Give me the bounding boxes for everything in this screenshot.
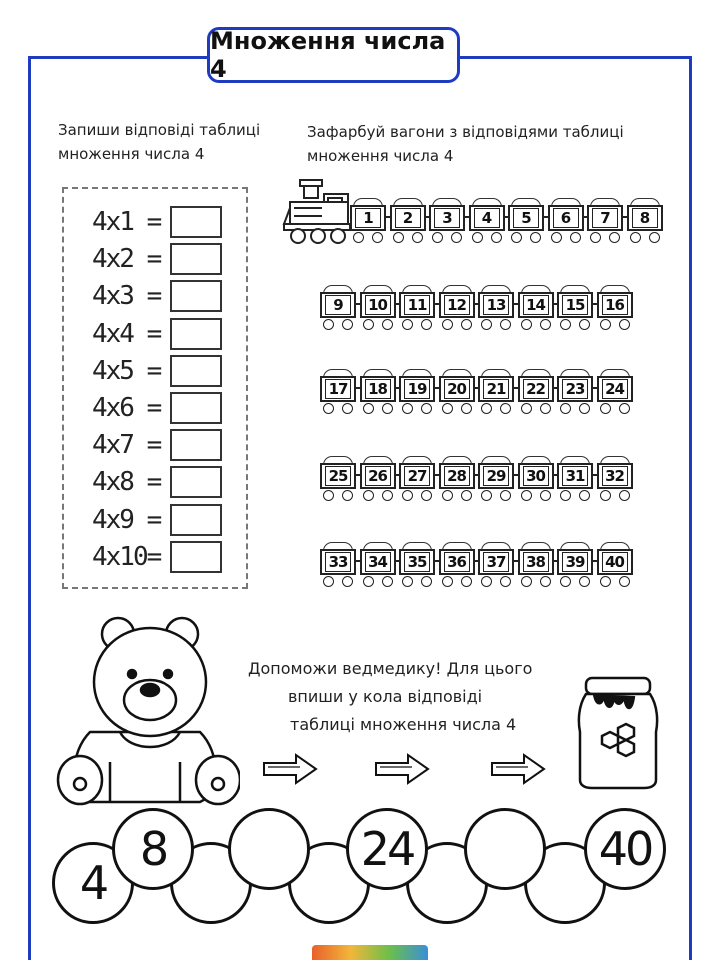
wagon-body	[399, 376, 435, 402]
equation-text: 4x2 =	[92, 244, 161, 275]
wagon[interactable]	[439, 456, 475, 502]
instruction-left-line1: Запиши відповіді таблиці	[58, 121, 261, 139]
material-logo	[312, 945, 428, 960]
wagon-number: 35	[404, 552, 430, 572]
wagon-number: 1	[355, 208, 381, 228]
wagon[interactable]	[557, 456, 593, 502]
wheel-icon	[342, 576, 353, 587]
wagon-number: 7	[592, 208, 618, 228]
wagon-number: 13	[483, 295, 509, 315]
wagon-body	[478, 292, 514, 318]
equation-row	[92, 242, 222, 276]
equation-text: 4x4 =	[92, 318, 161, 349]
wheel-icon	[421, 403, 432, 414]
wheel-icon	[649, 232, 660, 243]
wheel-icon	[421, 490, 432, 501]
wagon[interactable]	[320, 369, 356, 415]
wagon[interactable]	[587, 198, 623, 244]
wagon-coupler	[395, 474, 399, 476]
wheel-icon	[323, 490, 334, 501]
wheel-icon	[579, 403, 590, 414]
wheel-icon	[342, 403, 353, 414]
wagon[interactable]	[360, 369, 396, 415]
wheel-icon	[432, 232, 443, 243]
wagon[interactable]	[320, 542, 356, 588]
wagon-number: 38	[523, 552, 549, 572]
wagon-body	[350, 205, 386, 231]
wheel-icon	[619, 319, 630, 330]
page-title: Множення числа 4	[207, 27, 460, 83]
wheel-icon	[540, 490, 551, 501]
wagon-number: 26	[365, 466, 391, 486]
answer-box[interactable]	[170, 541, 222, 573]
wheel-icon	[560, 576, 571, 587]
wagon-body	[508, 205, 544, 231]
wheel-icon	[600, 490, 611, 501]
wagon[interactable]	[390, 198, 426, 244]
wagon[interactable]	[597, 456, 633, 502]
wagon[interactable]	[320, 456, 356, 502]
wagon[interactable]	[360, 542, 396, 588]
equation-text: 4x7 =	[92, 430, 161, 461]
wagon[interactable]	[627, 198, 663, 244]
wheel-icon	[402, 403, 413, 414]
wagon-number: 40	[602, 552, 628, 572]
wheel-icon	[402, 490, 413, 501]
bear-icon	[50, 612, 240, 812]
wagon-number: 19	[404, 379, 430, 399]
wagon[interactable]	[508, 198, 544, 244]
wagon-coupler	[514, 303, 518, 305]
wheel-icon	[461, 319, 472, 330]
wagon-body	[399, 463, 435, 489]
equation-row	[92, 503, 222, 537]
wagon[interactable]	[320, 285, 356, 331]
answer-box[interactable]	[170, 318, 222, 350]
wagon-body	[439, 549, 475, 575]
wagon-coupler	[465, 216, 469, 218]
equation-text: 4x6 =	[92, 393, 161, 423]
wagon[interactable]	[518, 369, 554, 415]
wagon-number: 21	[483, 379, 509, 399]
wheel-icon	[323, 403, 334, 414]
wagon[interactable]	[557, 369, 593, 415]
wheel-icon	[579, 490, 590, 501]
wheel-icon	[421, 576, 432, 587]
wagon-body	[360, 292, 396, 318]
wheel-icon	[500, 403, 511, 414]
train-row	[320, 542, 636, 588]
wheel-icon	[590, 232, 601, 243]
wagon-body	[399, 292, 435, 318]
wheel-icon	[481, 319, 492, 330]
wagon-coupler	[593, 387, 597, 389]
wagon-coupler	[395, 387, 399, 389]
wagon-number: 11	[404, 295, 430, 315]
wheel-icon	[363, 319, 374, 330]
wagon-body	[320, 376, 356, 402]
wagon-number: 37	[483, 552, 509, 572]
instruction-right-line1: Зафарбуй вагони з відповідями таблиці	[307, 123, 624, 141]
wagon-body	[360, 463, 396, 489]
wagon-coupler	[474, 387, 478, 389]
wagon-number: 39	[562, 552, 588, 572]
equation-text: 4x10=	[92, 541, 161, 572]
wagon-number: 32	[602, 466, 628, 486]
wagon[interactable]	[478, 285, 514, 331]
wagon[interactable]	[478, 542, 514, 588]
wagon[interactable]	[597, 369, 633, 415]
train-row	[320, 369, 636, 415]
locomotive-icon	[280, 178, 352, 246]
wagon[interactable]	[399, 285, 435, 331]
wagon-coupler	[544, 216, 548, 218]
wagon-number: 12	[444, 295, 470, 315]
answer-circle-filled: 24	[346, 808, 428, 890]
wagon[interactable]	[469, 198, 505, 244]
wheel-icon	[560, 319, 571, 330]
equation-row	[92, 428, 222, 462]
wheel-icon	[481, 576, 492, 587]
wheel-icon	[442, 319, 453, 330]
wagon-number: 23	[562, 379, 588, 399]
wagon-number: 24	[602, 379, 628, 399]
wheel-icon	[402, 576, 413, 587]
wheel-icon	[342, 319, 353, 330]
wheel-icon	[323, 319, 334, 330]
wagon[interactable]	[399, 542, 435, 588]
wheel-icon	[382, 319, 393, 330]
wheel-icon	[521, 319, 532, 330]
equation-row	[92, 279, 222, 313]
wagon-body	[627, 205, 663, 231]
answer-box[interactable]	[170, 206, 222, 238]
bear-task-line1: Допоможи ведмедику! Для цього	[248, 659, 533, 678]
bear-task-line3: таблиці множення числа 4	[290, 715, 517, 734]
wagon-number: 31	[562, 466, 588, 486]
wagon-body	[390, 205, 426, 231]
wheel-icon	[442, 490, 453, 501]
wagon-body	[478, 549, 514, 575]
wheel-icon	[511, 232, 522, 243]
wheel-icon	[451, 232, 462, 243]
train-row	[350, 198, 666, 244]
wagon-body	[597, 376, 633, 402]
wagon-coupler	[553, 560, 557, 562]
wagon-number: 33	[325, 552, 351, 572]
wagon-number: 4	[474, 208, 500, 228]
wagon-coupler	[395, 303, 399, 305]
answer-box[interactable]	[170, 429, 222, 461]
wagon-coupler	[593, 303, 597, 305]
wagon-body	[478, 376, 514, 402]
wagon[interactable]	[478, 369, 514, 415]
wagon-body	[587, 205, 623, 231]
wagon-body	[557, 376, 593, 402]
wagon-body	[399, 549, 435, 575]
wagon[interactable]	[439, 369, 475, 415]
equation-text: 4x3 =	[92, 281, 161, 312]
wagon-coupler	[474, 474, 478, 476]
wagon[interactable]	[518, 456, 554, 502]
wagon-body	[597, 549, 633, 575]
equation-row	[92, 317, 222, 351]
wagon-coupler	[435, 387, 439, 389]
equation-text: 4x1 =	[92, 207, 161, 237]
wagon-coupler	[553, 303, 557, 305]
wagon-body	[439, 376, 475, 402]
wagon-body	[557, 292, 593, 318]
wagon[interactable]	[399, 456, 435, 502]
wagon-number: 22	[523, 379, 549, 399]
wagon-number: 6	[553, 208, 579, 228]
equation-row	[92, 354, 222, 388]
wagon-number: 15	[562, 295, 588, 315]
wagon-coupler	[514, 560, 518, 562]
wagon-body	[548, 205, 584, 231]
train-row	[320, 456, 636, 502]
wagon-coupler	[386, 216, 390, 218]
wheel-icon	[521, 490, 532, 501]
wheel-icon	[363, 403, 374, 414]
wagon-body	[518, 292, 554, 318]
instruction-left-line2: множення числа 4	[58, 145, 205, 163]
wagon-number: 18	[365, 379, 391, 399]
wagon-coupler	[553, 387, 557, 389]
wagon[interactable]	[350, 198, 386, 244]
wheel-icon	[600, 319, 611, 330]
wagon-body	[320, 463, 356, 489]
train-row	[320, 285, 636, 331]
wagon-body	[557, 463, 593, 489]
wheel-icon	[363, 490, 374, 501]
wheel-icon	[393, 232, 404, 243]
wagon-coupler	[356, 303, 360, 305]
wheel-icon	[551, 232, 562, 243]
equation-row	[92, 540, 222, 574]
wagon-body	[518, 549, 554, 575]
answer-circle-empty[interactable]	[464, 808, 546, 890]
equation-text: 4x8 =	[92, 467, 161, 498]
wagon-coupler	[583, 216, 587, 218]
wagon-body	[429, 205, 465, 231]
wagon-number: 36	[444, 552, 470, 572]
wagon-body	[478, 463, 514, 489]
wagon-coupler	[474, 303, 478, 305]
wagon-coupler	[356, 387, 360, 389]
wagon[interactable]	[360, 456, 396, 502]
equation-text: 4x9 =	[92, 504, 161, 535]
wheel-icon	[382, 576, 393, 587]
wagon-coupler	[593, 474, 597, 476]
wagon[interactable]	[557, 542, 593, 588]
equation-text: 4x5 =	[92, 355, 161, 386]
arrow-right-icon	[490, 752, 546, 786]
instruction-right	[307, 120, 687, 168]
wagon-number: 16	[602, 295, 628, 315]
wagon[interactable]	[399, 369, 435, 415]
wagon-body	[469, 205, 505, 231]
wheel-icon	[382, 403, 393, 414]
honey-jar-icon	[572, 672, 664, 790]
wagon-body	[439, 463, 475, 489]
wagon[interactable]	[548, 198, 584, 244]
answer-box[interactable]	[170, 392, 222, 424]
wagon-number: 5	[513, 208, 539, 228]
wagon-number: 9	[325, 295, 351, 315]
wheel-icon	[491, 232, 502, 243]
answer-circle-empty[interactable]	[228, 808, 310, 890]
wagon[interactable]	[439, 542, 475, 588]
wagon-number: 3	[434, 208, 460, 228]
wagon-body	[360, 549, 396, 575]
answer-box[interactable]	[170, 466, 222, 498]
instruction-right-line2: множення числа 4	[307, 147, 454, 165]
wheel-icon	[540, 403, 551, 414]
bear-task-line2: впиши у кола відповіді	[288, 687, 483, 706]
wheel-icon	[609, 232, 620, 243]
wheel-icon	[472, 232, 483, 243]
wagon-coupler	[504, 216, 508, 218]
wagon-coupler	[435, 474, 439, 476]
wagon[interactable]	[597, 542, 633, 588]
wagon-body	[518, 463, 554, 489]
wheel-icon	[442, 403, 453, 414]
wagon[interactable]	[478, 456, 514, 502]
wagon-number: 29	[483, 466, 509, 486]
wheel-icon	[540, 319, 551, 330]
wagon-body	[320, 549, 356, 575]
wagon-body	[360, 376, 396, 402]
wheel-icon	[402, 319, 413, 330]
wheel-icon	[540, 576, 551, 587]
bear-task-text	[248, 655, 568, 739]
wagon[interactable]	[518, 542, 554, 588]
wheel-icon	[570, 232, 581, 243]
wagon-number: 17	[325, 379, 351, 399]
wheel-icon	[353, 232, 364, 243]
wagon-number: 8	[632, 208, 658, 228]
answer-box[interactable]	[170, 243, 222, 275]
wheel-icon	[619, 576, 630, 587]
arrow-right-icon	[262, 752, 318, 786]
wheel-icon	[530, 232, 541, 243]
wheel-icon	[461, 490, 472, 501]
wagon-body	[597, 463, 633, 489]
wagon[interactable]	[360, 285, 396, 331]
wheel-icon	[600, 403, 611, 414]
answer-circle-filled: 40	[584, 808, 666, 890]
equation-row	[92, 391, 222, 425]
answer-box[interactable]	[170, 504, 222, 536]
wagon-number: 2	[395, 208, 421, 228]
arrow-right-icon	[374, 752, 430, 786]
wagon-coupler	[623, 216, 627, 218]
answer-circle-filled: 8	[112, 808, 194, 890]
wagon-body	[597, 292, 633, 318]
wheel-icon	[500, 319, 511, 330]
wheel-icon	[579, 576, 590, 587]
wheel-icon	[323, 576, 334, 587]
wheel-icon	[442, 576, 453, 587]
wagon[interactable]	[557, 285, 593, 331]
answer-circle-filled: 4	[52, 842, 134, 924]
wheel-icon	[500, 576, 511, 587]
wheel-icon	[461, 403, 472, 414]
answer-box[interactable]	[170, 355, 222, 387]
instruction-left	[58, 118, 298, 166]
wagon-coupler	[356, 560, 360, 562]
wheel-icon	[412, 232, 423, 243]
wagon-body	[320, 292, 356, 318]
wagon[interactable]	[597, 285, 633, 331]
wagon-coupler	[356, 474, 360, 476]
wheel-icon	[500, 490, 511, 501]
wagon-number: 30	[523, 466, 549, 486]
wagon-number: 28	[444, 466, 470, 486]
wheel-icon	[630, 232, 641, 243]
wagon-coupler	[395, 560, 399, 562]
wheel-icon	[560, 403, 571, 414]
wagon-coupler	[553, 474, 557, 476]
wagon[interactable]	[429, 198, 465, 244]
wagon-number: 27	[404, 466, 430, 486]
wagon-number: 20	[444, 379, 470, 399]
wagon-number: 34	[365, 552, 391, 572]
equation-row	[92, 465, 222, 499]
wagon-coupler	[435, 560, 439, 562]
wagon-body	[439, 292, 475, 318]
wheel-icon	[342, 490, 353, 501]
wheel-icon	[521, 403, 532, 414]
wheel-icon	[619, 403, 630, 414]
wagon-number: 25	[325, 466, 351, 486]
wheel-icon	[372, 232, 383, 243]
wagon-coupler	[514, 387, 518, 389]
wheel-icon	[521, 576, 532, 587]
wagon-body	[557, 549, 593, 575]
wheel-icon	[363, 576, 374, 587]
equation-row	[92, 205, 222, 239]
wheel-icon	[481, 403, 492, 414]
wagon-coupler	[474, 560, 478, 562]
wheel-icon	[421, 319, 432, 330]
wagon-number: 14	[523, 295, 549, 315]
answer-box[interactable]	[170, 280, 222, 312]
wheel-icon	[579, 319, 590, 330]
wagon-coupler	[593, 560, 597, 562]
wheel-icon	[461, 576, 472, 587]
wagon-number: 10	[365, 295, 391, 315]
wheel-icon	[481, 490, 492, 501]
wagon[interactable]	[518, 285, 554, 331]
wagon-coupler	[435, 303, 439, 305]
wagon-coupler	[425, 216, 429, 218]
wheel-icon	[619, 490, 630, 501]
wagon-coupler	[514, 474, 518, 476]
wheel-icon	[560, 490, 571, 501]
wheel-icon	[600, 576, 611, 587]
wagon[interactable]	[439, 285, 475, 331]
wheel-icon	[382, 490, 393, 501]
wagon-body	[518, 376, 554, 402]
